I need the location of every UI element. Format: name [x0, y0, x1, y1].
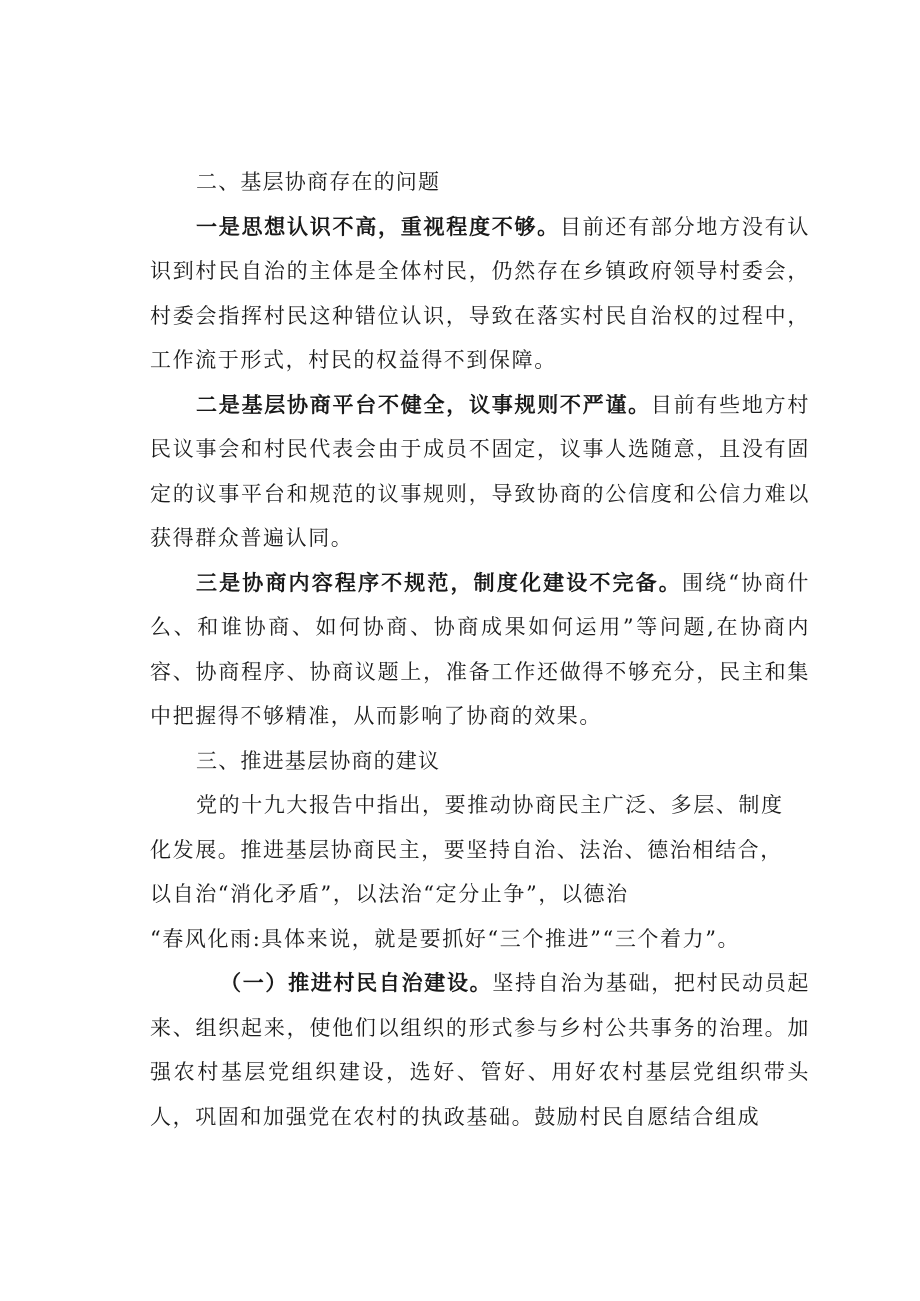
problem-lead-3: 三是协商内容程序不规范，制度化建设不完备。	[196, 570, 682, 595]
problem-body-1: 目前还有部分地方没有认识到村民自治的主体是全体村民，仍然存在乡镇政府领导村委会，村委会指挥村民这种错位认识，导致在落实村民自治权的过程中，工作流于形式，村民的权益得不到保障。	[150, 214, 810, 372]
suggestion-intro-paragraph	[150, 783, 810, 961]
problem-lead-1: 一是思想认识不高，重视程度不够。	[196, 214, 560, 239]
problem-paragraph-3	[150, 561, 810, 739]
problem-body-2: 目前有些地方村民议事会和村民代表会由于成员不固定，议事人选随意，且没有固定的议事平台和规范的议事规则，导致协商的公信度和公信力难以获得群众普遍认同。	[150, 392, 810, 550]
document-body	[150, 160, 810, 1139]
intro-line-3: 以自治“消化矛盾”，以法治“定分止争”，以德治	[150, 882, 629, 906]
problem-body-3: 围绕“协商什么、和谁协商、如何协商、协商成果如何运用”等问题,在协商内容、协商程序、协商议题上，准备工作还做得不够充分，民主和集中把握得不够精准，从而影响了协商的效果。	[150, 570, 810, 728]
intro-line-1: 党的十九大报告中指出，要推动协商民主广泛、多层、制度	[196, 793, 784, 817]
suggestion-paragraph-1	[150, 961, 810, 1139]
section-heading-problems: 二、基层协商存在的问题	[196, 170, 441, 194]
problem-paragraph-2	[150, 383, 810, 561]
problem-lead-2: 二是基层协商平台不健全，议事规则不严谨。	[196, 392, 651, 417]
intro-line-2: 化发展。推进基层协商民主，要坚持自治、法治、德治相结合，	[150, 837, 783, 862]
section-heading-suggestions: 三、推进基层协商的建议	[196, 748, 441, 773]
problem-paragraph-1	[150, 205, 810, 383]
intro-line-4: “春风化雨:具体来说，就是要抓好“三个推进”“三个着力”。	[150, 926, 741, 951]
suggestion-body-1: 坚持自治为基础，把村民动员起来、组织起来，使他们以组织的形式参与乡村公共事务的治理。加强农村基层党组织建设，选好、管好、用好农村基层党组织带头人，巩固和加强党在农村的执政基础。鼓励村民自愿结合组成	[150, 971, 811, 1129]
suggestion-lead-1: （一）推进村民自治建设。	[220, 971, 493, 995]
